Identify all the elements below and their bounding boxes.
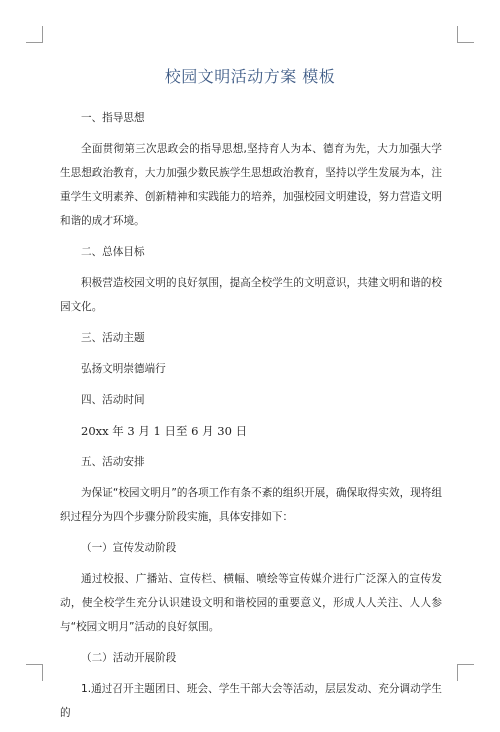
section-heading-activity-theme: 三、活动主题 bbox=[81, 332, 145, 344]
section-heading-guiding-ideology: 一、指导思想 bbox=[81, 112, 145, 124]
section-heading-activity-arrangement: 五、活动安排 bbox=[81, 456, 145, 468]
crop-mark-bottom-left bbox=[26, 664, 43, 681]
crop-mark-top-left bbox=[26, 26, 43, 43]
section-heading-overall-goal: 二、总体目标 bbox=[81, 246, 145, 258]
stage-heading-publicity: （一）宣传发动阶段 bbox=[81, 542, 177, 554]
crop-mark-bottom-right bbox=[457, 664, 474, 681]
document-body bbox=[60, 106, 442, 732]
paragraph-activity-time: 20xx 年 3 月 1 日至 6 月 30 日 bbox=[81, 424, 248, 438]
document-title: 校园文明活动方案 模板 bbox=[164, 67, 336, 86]
stage-heading-implementation: （二）活动开展阶段 bbox=[81, 652, 177, 664]
paragraph-stage-publicity: 通过校报、广播站、宣传栏、横幅、喷绘等宣传媒介进行广泛深入的宣传发动，使全校学生充分认识建设文明和谐校园的重要意义，形成人人关注、人人参与“校园文明月”活动的良好氛围。 bbox=[60, 573, 442, 633]
paragraph-activity-theme: 弘扬文明崇德端行 bbox=[81, 363, 166, 375]
paragraph-overall-goal: 积极营造校园文明的良好氛围，提高全校学生的文明意识，共建文明和谐的校园文化。 bbox=[60, 277, 442, 313]
paragraph-stage-implementation: 1.通过召开主题团日、班会、学生干部大会等活动，层层发动、充分调动学生的 bbox=[60, 683, 442, 719]
crop-mark-top-right bbox=[457, 26, 474, 43]
section-heading-activity-time: 四、活动时间 bbox=[81, 394, 145, 406]
paragraph-guiding-ideology: 全面贯彻第三次思政会的指导思想,坚持育人为本、德育为先，大力加强大学生思想政治教育，大力加强少数民族学生思想政治教育，坚持以学生发展为本，注重学生文明素养、创新精神和实践能力的培养，加强校园文明建设，努力营造文明和谐的成才环境。 bbox=[60, 143, 442, 227]
paragraph-activity-arrangement: 为保证“校园文明月”的各项工作有条不紊的组织开展，确保取得实效，现将组织过程分为四个步骤分阶段实施，具体安排如下： bbox=[60, 487, 442, 523]
